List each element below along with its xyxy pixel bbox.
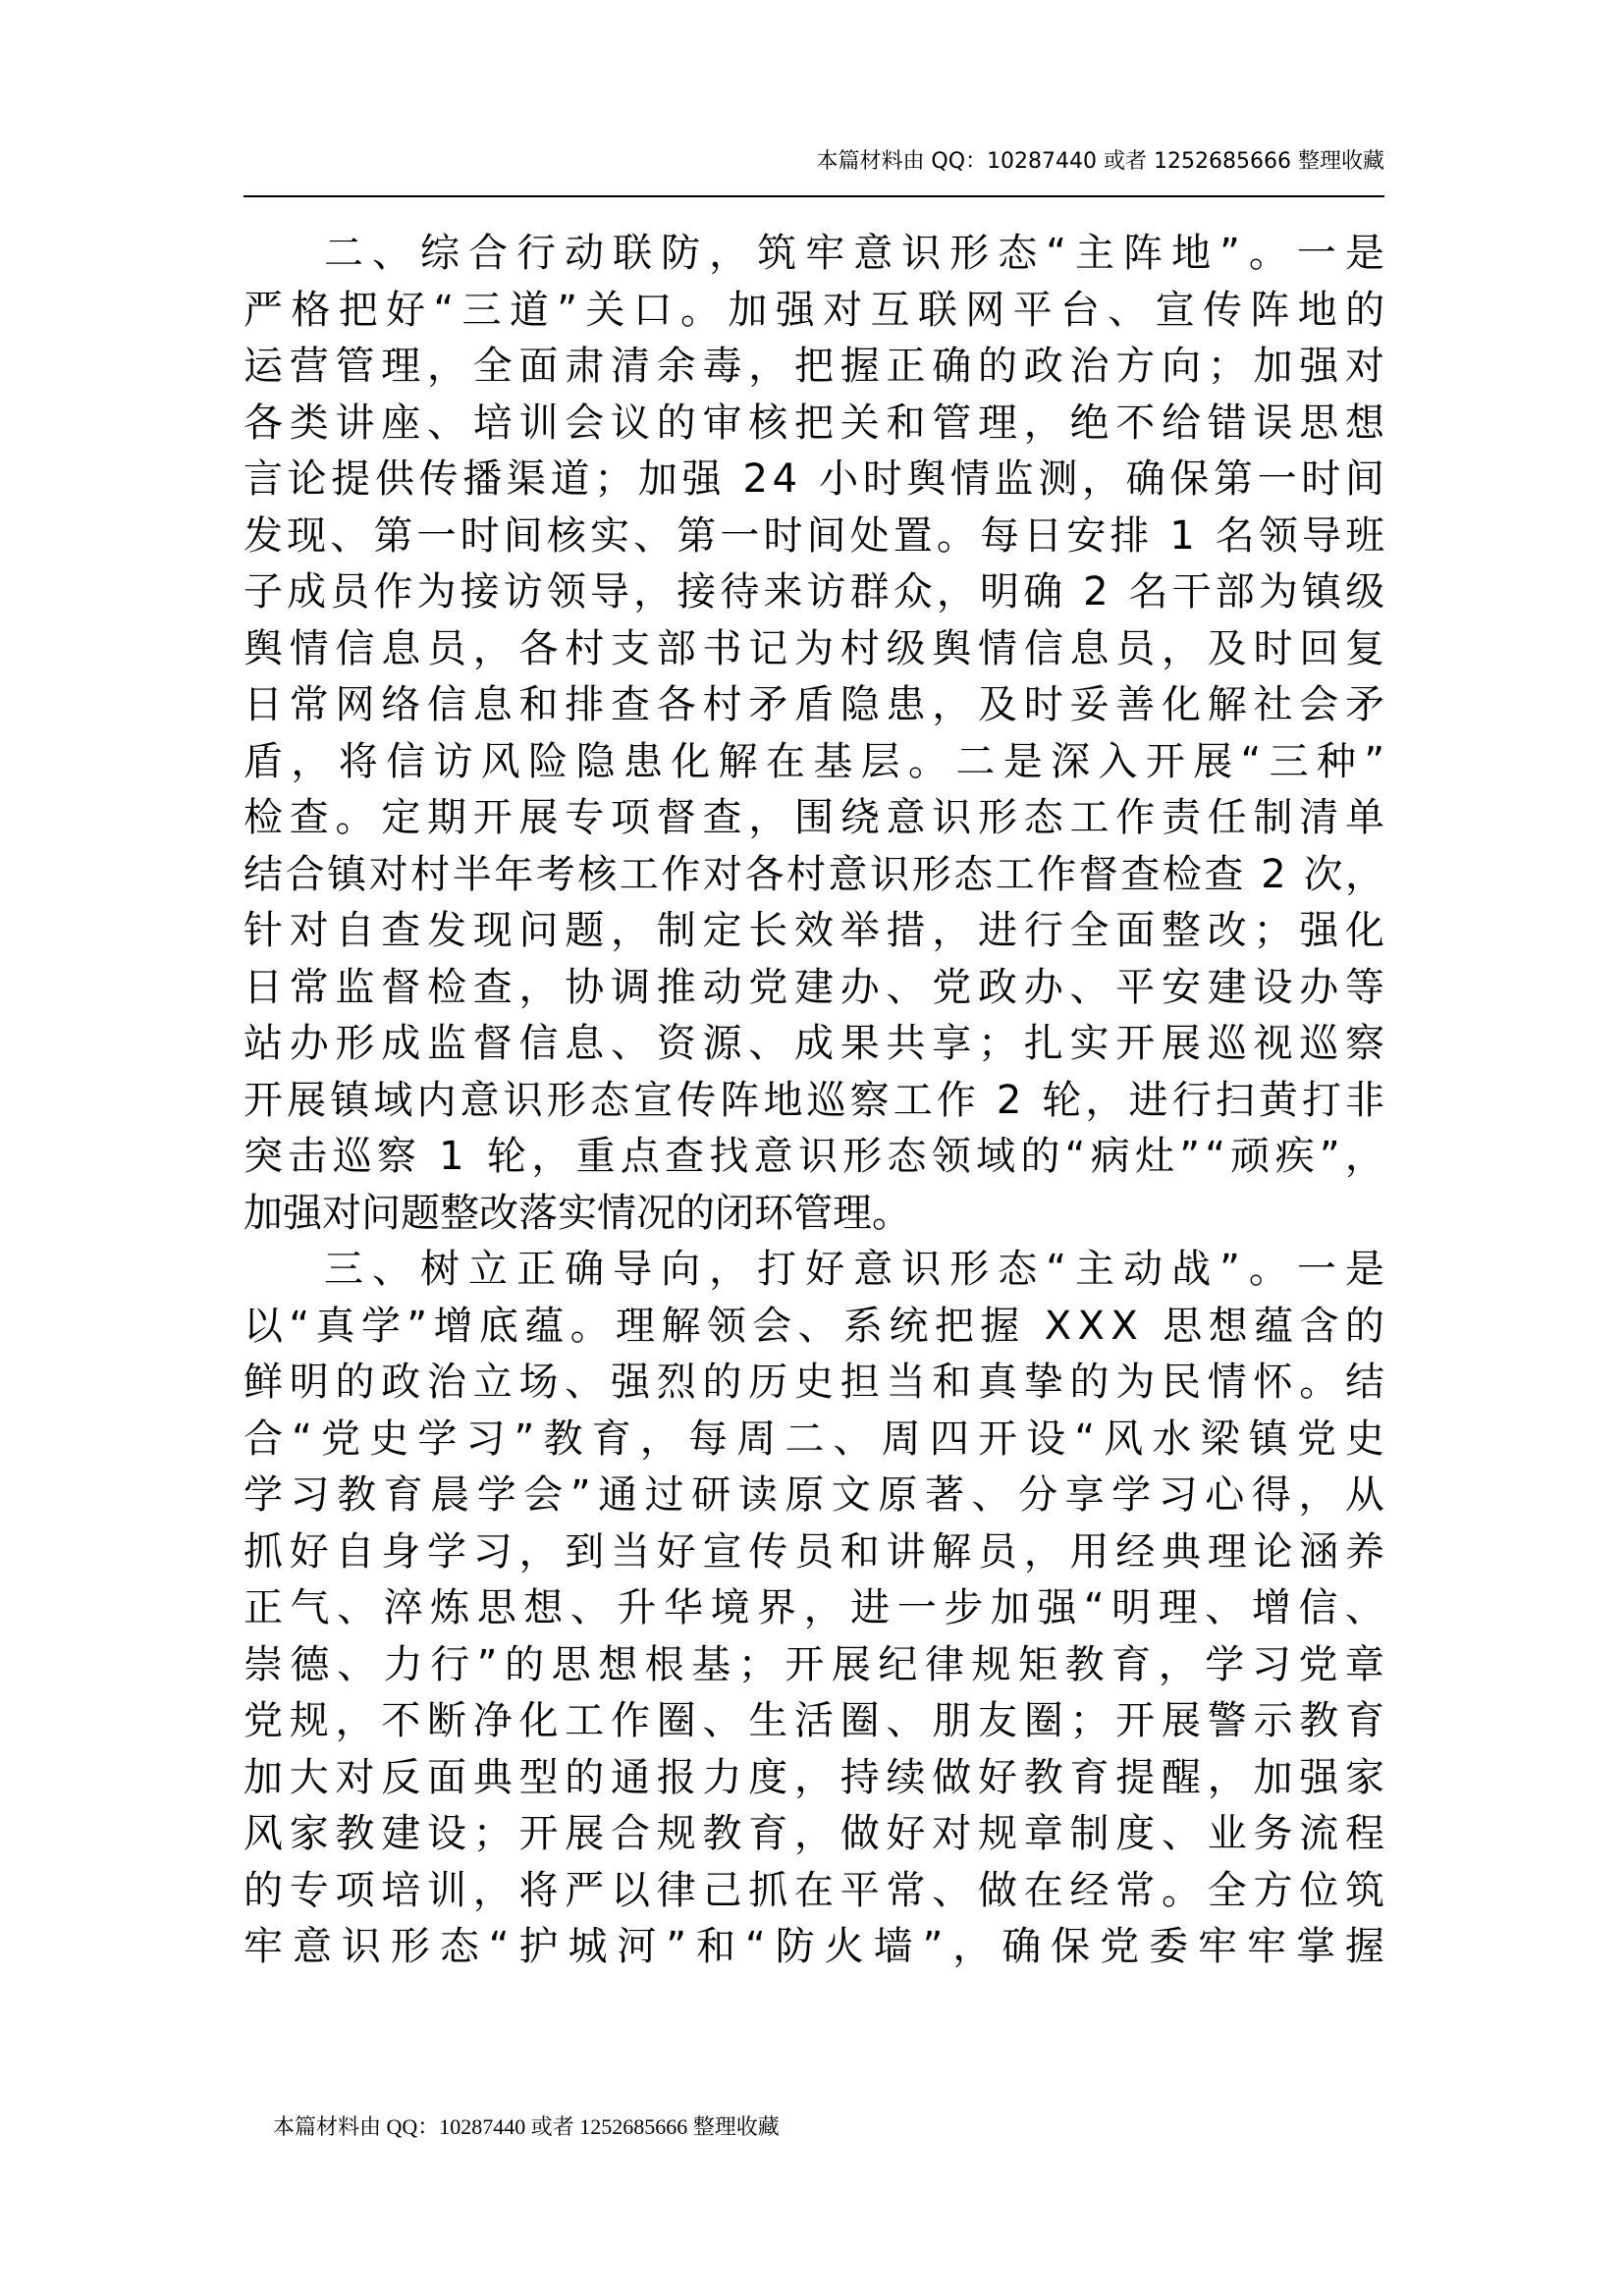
section-three <box>244 1242 1394 1976</box>
text-line: 加强对问题整改落实情况的闭环管理。 <box>244 1190 911 1236</box>
text-line: 以“真学”增底蕴。理解领会、系统把握 XXX 思想蕴含的 <box>244 1303 1391 1349</box>
text-line: 日常网络信息和排查各村矛盾隐患，及时妥善化解社会矛 <box>244 682 1391 727</box>
text-line: 开展镇域内意识形态宣传阵地巡察工作 2 轮，进行扫黄打非 <box>244 1077 1389 1123</box>
text-line: 崇德、力行”的思想根基；开展纪律规矩教育，学习党章 <box>244 1641 1392 1687</box>
section-heading-line: 三、树立正确导向，打好意识形态“主动战”。一是 <box>324 1247 1393 1292</box>
text-line: 突击巡察 1 轮，重点查找意识形态领域的“病灶”“顽疾”， <box>244 1134 1390 1179</box>
text-line: 各类讲座、培训会议的审核把关和管理，绝不给错误思想 <box>244 400 1391 446</box>
text-line: 子成员作为接访领导，接待来访群众，明确 2 名干部为镇级 <box>244 569 1389 614</box>
text-line: 鲜明的政治立场、强烈的历史担当和真挚的为民情怀。结 <box>244 1360 1391 1405</box>
text-line: 抓好自身学习，到当好宣传员和讲解员，用经典理论涵养 <box>244 1528 1391 1575</box>
text-line: 站办形成监督信息、资源、成果共享；扎实开展巡视巡察 <box>244 1021 1391 1066</box>
text-line: 日常监督检查，协调推动党建办、党政办、平安建设办等 <box>244 964 1391 1010</box>
text-line: 风家教建设；开展合规教育，做好对规章制度、业务流程 <box>244 1811 1391 1856</box>
text-line: 发现、第一时间核实、第一时间处置。每日安排 1 名领导班 <box>244 512 1389 559</box>
text-line: 加大对反面典型的通报力度，持续做好教育提醒，加强家 <box>244 1754 1391 1800</box>
section-heading-line: 二、综合行动联防，筑牢意识形态“主阵地”。一是 <box>324 231 1393 276</box>
text-line: 学习教育晨学会”通过研读原文原著、分享学习心得，从 <box>244 1472 1392 1518</box>
text-line: 舆情信息员，各村支部书记为村级舆情信息员，及时回复 <box>244 625 1391 671</box>
document-body <box>244 226 1394 1976</box>
header-divider <box>244 195 1384 197</box>
page-footer: 本篇材料由 QQ：10287440 或者 1252685666 整理收藏 <box>273 2114 780 2139</box>
text-line: 言论提供传播渠道；加强 24 小时舆情监测，确保第一时间 <box>244 456 1389 502</box>
text-line: 运营管理，全面肃清余毒，把握正确的政治方向；加强对 <box>244 344 1391 389</box>
page-header: 本篇材料由 QQ：10287440 或者 1252685666 整理收藏 <box>816 149 1384 174</box>
text-line: 针对自查发现问题，制定长效举措，进行全面整改；强化 <box>244 908 1391 953</box>
text-line: 牢意识形态“护城河”和“防火墙”，确保党委牢牢掌握 <box>244 1924 1394 1969</box>
text-line: 结合镇对村半年考核工作对各村意识形态工作督查检查 2 次， <box>244 851 1387 897</box>
text-line: 党规，不断净化工作圈、生活圈、朋友圈；开展警示教育 <box>244 1698 1391 1743</box>
text-line: 正气、淬炼思想、升华境界，进一步加强“明理、增信、 <box>244 1585 1392 1630</box>
text-line: 盾，将信访风险隐患化解在基层。二是深入开展“三种” <box>244 738 1393 784</box>
section-two <box>244 226 1393 1242</box>
text-line: 合“党史学习”教育，每周二、周四开设“风水梁镇党史 <box>244 1415 1394 1462</box>
text-line: 检查。定期开展专项督查，围绕意识形态工作责任制清单 <box>244 795 1391 840</box>
text-line: 严格把好“三道”关口。加强对互联网平台、宣传阵地的 <box>244 287 1393 333</box>
text-line: 的专项培训，将严以律己抓在平常、做在经常。全方位筑 <box>244 1867 1391 1913</box>
